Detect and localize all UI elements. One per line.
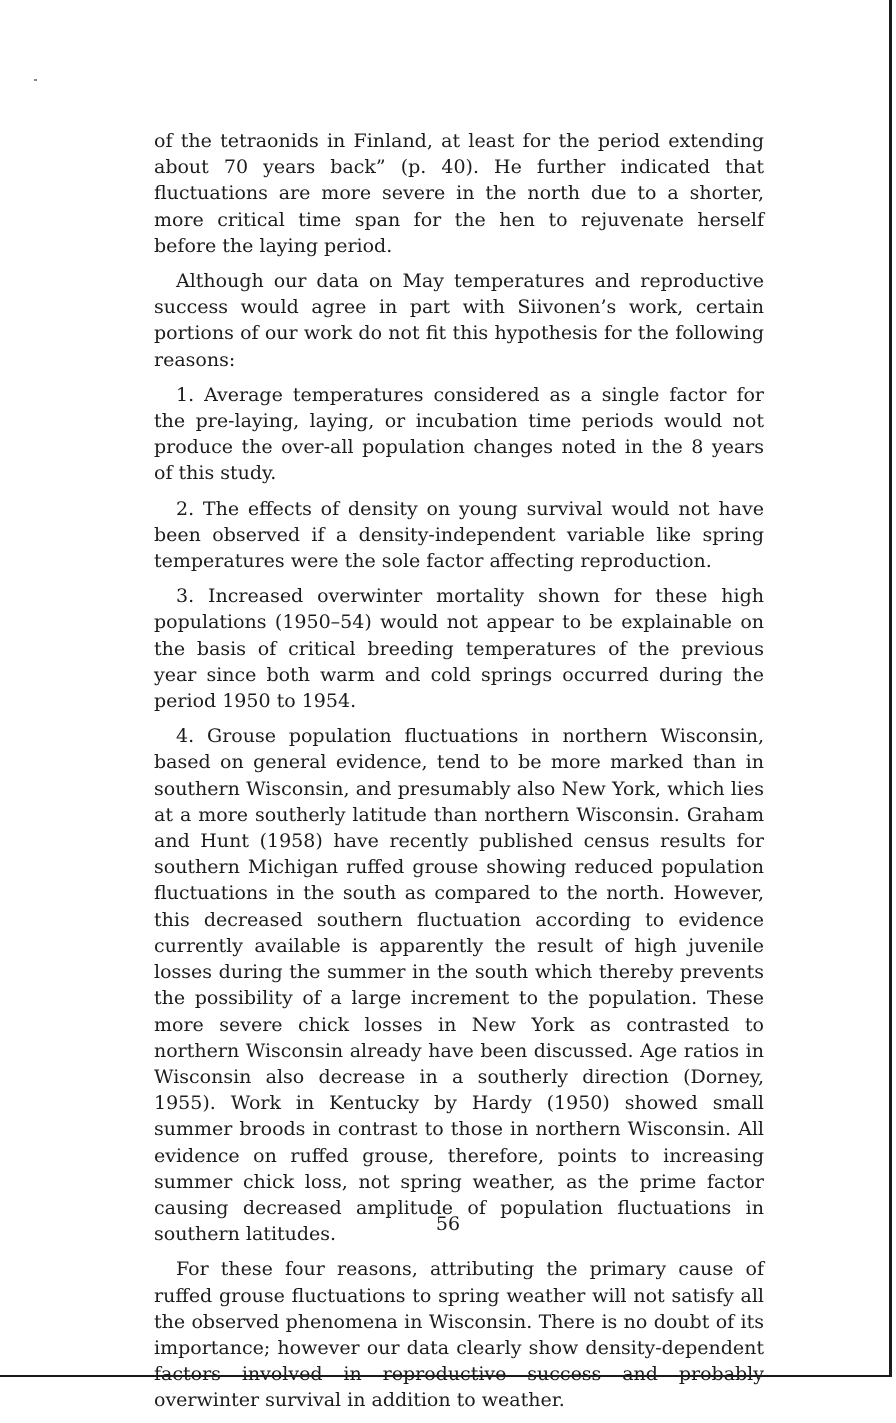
paragraph-hypothesis-intro: Although our data on May temperatures and reproductive success would agree in part with Siivonen’s work, certain portions of our work do not fit this hypothesis for the following reasons: <box>154 270 764 371</box>
page-number: 56 <box>435 1213 461 1235</box>
paragraph-reason-3: 3. Increased overwinter mortality shown for these high populations (1950–54) would not appear to be explainable on the basis of critical breeding temperatures of the previous year since both warm and cold springs occurred during the period 1950 to 1954. <box>154 585 764 713</box>
paragraph-reason-4: 4. Grouse population fluctuations in northern Wisconsin, based on general evidence, tend to be more marked than in southern Wisconsin, and presumably also New York, which lies at a more southerly latitude than northern Wisconsin. Graham and Hunt (1958) have recently published census results for southern Michigan ruffed grouse showing reduced population fluctuations in the south as compared to the north. However, this decreased southern fluctuation according to evidence currently available is apparently the result of high juvenile losses during the summer in the south which thereby prevents the possibility of a large increment to the population. These more severe chick losses in New York as contrasted to northern Wisconsin already have been discussed. Age ratios in Wisconsin also decrease in a southerly direction (Dorney, 1955). Work in Kentucky by Hardy (1950) showed small summer broods in contrast to those in northern Wisconsin. All evidence on ruffed grouse, therefore, points to increasing summer chick loss, not spring weather, as the prime factor causing decreased amplitude of population fluctuations in southern latitudes. <box>154 725 764 1246</box>
paragraph-conclusion: For these four reasons, attributing the primary cause of ruffed grouse fluctuations to spring weather will not satisfy all the observed phenomena in Wisconsin. There is no doubt of its importance; however our data clearly show density-dependent factors involved in reproductive success and probably overwinter survival in addition to weather. <box>154 1258 764 1412</box>
scan-speck <box>34 79 37 81</box>
paragraph-reason-2: 2. The effects of density on young survival would not have been observed if a density-independent variable like spring temperatures were the sole factor affecting reproduction. <box>154 497 764 573</box>
paragraph-continuation: of the tetraonids in Finland, at least for the period extending about 70 years back” (p. 40). He further indicated that fluctuations are more severe in the north due to a shorter, more critical time span for the hen to rejuvenate herself before the laying period. <box>154 130 764 257</box>
paragraph-reason-1: 1. Average temperatures considered as a single factor for the pre-laying, laying, or incubation time periods would not produce the over-all population changes noted in the 8 years of this study. <box>154 383 764 485</box>
